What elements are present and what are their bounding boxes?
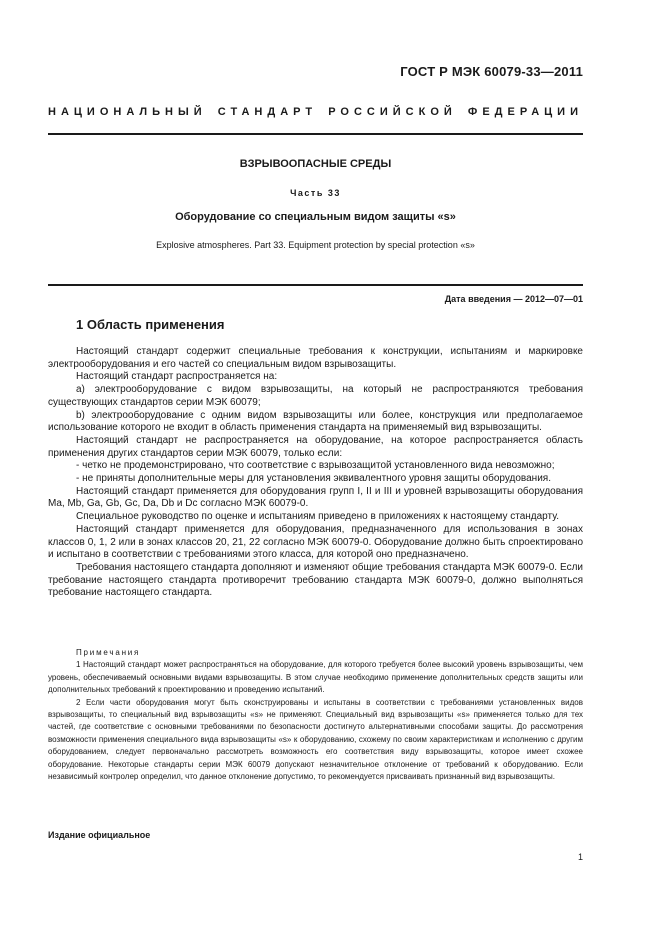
paragraph: Настоящий стандарт применяется для оборудования групп I, II и III и уровней взрывозащиты оборудования Ma, Mb, Ga, Gb, Gc, Da, Db и Dc согласно МЭК 60079-0. [48, 485, 583, 510]
top-divider [48, 133, 583, 135]
national-standard-banner: НАЦИОНАЛЬНЫЙ СТАНДАРТ РОССИЙСКОЙ ФЕДЕРАЦИИ [48, 106, 583, 118]
document-title: ВЗРЫВООПАСНЫЕ СРЕДЫ [239, 158, 392, 170]
paragraph: Настоящий стандарт содержит специальные требования к конструкции, испытаниям и маркировке электрооборудования и его частей со специальным видом взрывозащиты. [48, 346, 583, 370]
list-item: - четко не продемонстрировано, что соответствие с взрывозащитой установленного вида невозможно; [76, 460, 555, 472]
paragraph: Настоящий стандарт распространяется на: [76, 371, 278, 383]
section-body [48, 346, 583, 600]
notes-block [48, 647, 583, 783]
document-subtitle: Оборудование со специальным видом защиты «s» [175, 211, 456, 223]
document-number: ГОСТ Р МЭК 60079-33—2011 [400, 64, 583, 79]
paragraph: Настоящий стандарт не распространяется на оборудование, на которое распространяется область применения других стандартов серии МЭК 60079, только если: [48, 434, 583, 459]
list-item: - не приняты дополнительные меры для установления эквивалентного уровня защиты оборудования. [76, 473, 551, 485]
part-label: Часть 33 [290, 188, 341, 198]
title-divider [48, 284, 583, 286]
list-item: b) электрооборудование с одним видом взрывозащиты или более, конструкция или предполагаемое использование которого не входит в область применения стандарта на применяемый вид взрывозащиты. [48, 409, 583, 434]
page-number: 1 [577, 852, 583, 862]
list-item: a) электрооборудование с видом взрывозащиты, на который не распространяются требования существующих стандартов серии МЭК 60079; [48, 384, 583, 408]
paragraph: Требования настоящего стандарта дополняют и изменяют общие требования стандарта МЭК 60079-0. Если требование настоящего стандарта противоречит требованию стандарта МЭК 60079-0, должно выполняться требование настоящего стандарта. [48, 561, 583, 599]
introduction-date: Дата введения — 2012—07—01 [444, 294, 583, 304]
paragraph: Настоящий стандарт применяется для оборудования, предназначенного для использования в зонах классов 0, 1, 2 или в зонах классов 20, 21, 22 согласно МЭК 60079-0. Оборудование должно быть спроектировано и испытано в соответствии с требованиями этого класса, для которой оно предназначено. [48, 523, 583, 561]
english-title: Explosive atmospheres. Part 33. Equipment protection by special protection «s» [156, 240, 475, 250]
note-item: 2 Если части оборудования могут быть сконструированы и испытаны в соответствии с требованиями установленных видов взрывозащиты, то специальный вид взрывозащиты «s» не применяют. Специальный вид взрывозащиты «s» применяется только для тех частей, где соответствие с основными требованиями по безопасности достигнуто альтернативными способами защиты. До рассмотрения возможности применения специального вида взрывозащиты «s» к оборудованию, схожему по своим характеристикам и исполнению с другим оборудованием, следует первоначально рассмотреть возможность его соответствия виду взрывозащиты, которое имеет схожее оборудование. Некоторые стандарты серии МЭК 60079 допускают незначительное отклонение от требований к оборудованию. Если независимый контролер определил, что данное отклонение допустимо, то рекомендуется присваивать признанный вид взрывозащиты. [48, 697, 583, 782]
notes-heading: Примечания [76, 648, 141, 657]
paragraph: Специальное руководство по оценке и испытаниям приведено в приложениях к настоящему стандарту. [76, 511, 559, 523]
edition-label: Издание официальное [48, 830, 151, 840]
section-heading: 1 Область применения [76, 317, 225, 332]
note-item: 1 Настоящий стандарт может распространяться на оборудование, для которого требуется более высокий уровень взрывозащиты, чем уровень, обеспечиваемый основными видами взрывозащиты. В этом случае необходимо применение дополнительных средств защиты или дополнительных требований к проектированию и проведению испытаний. [48, 660, 583, 695]
